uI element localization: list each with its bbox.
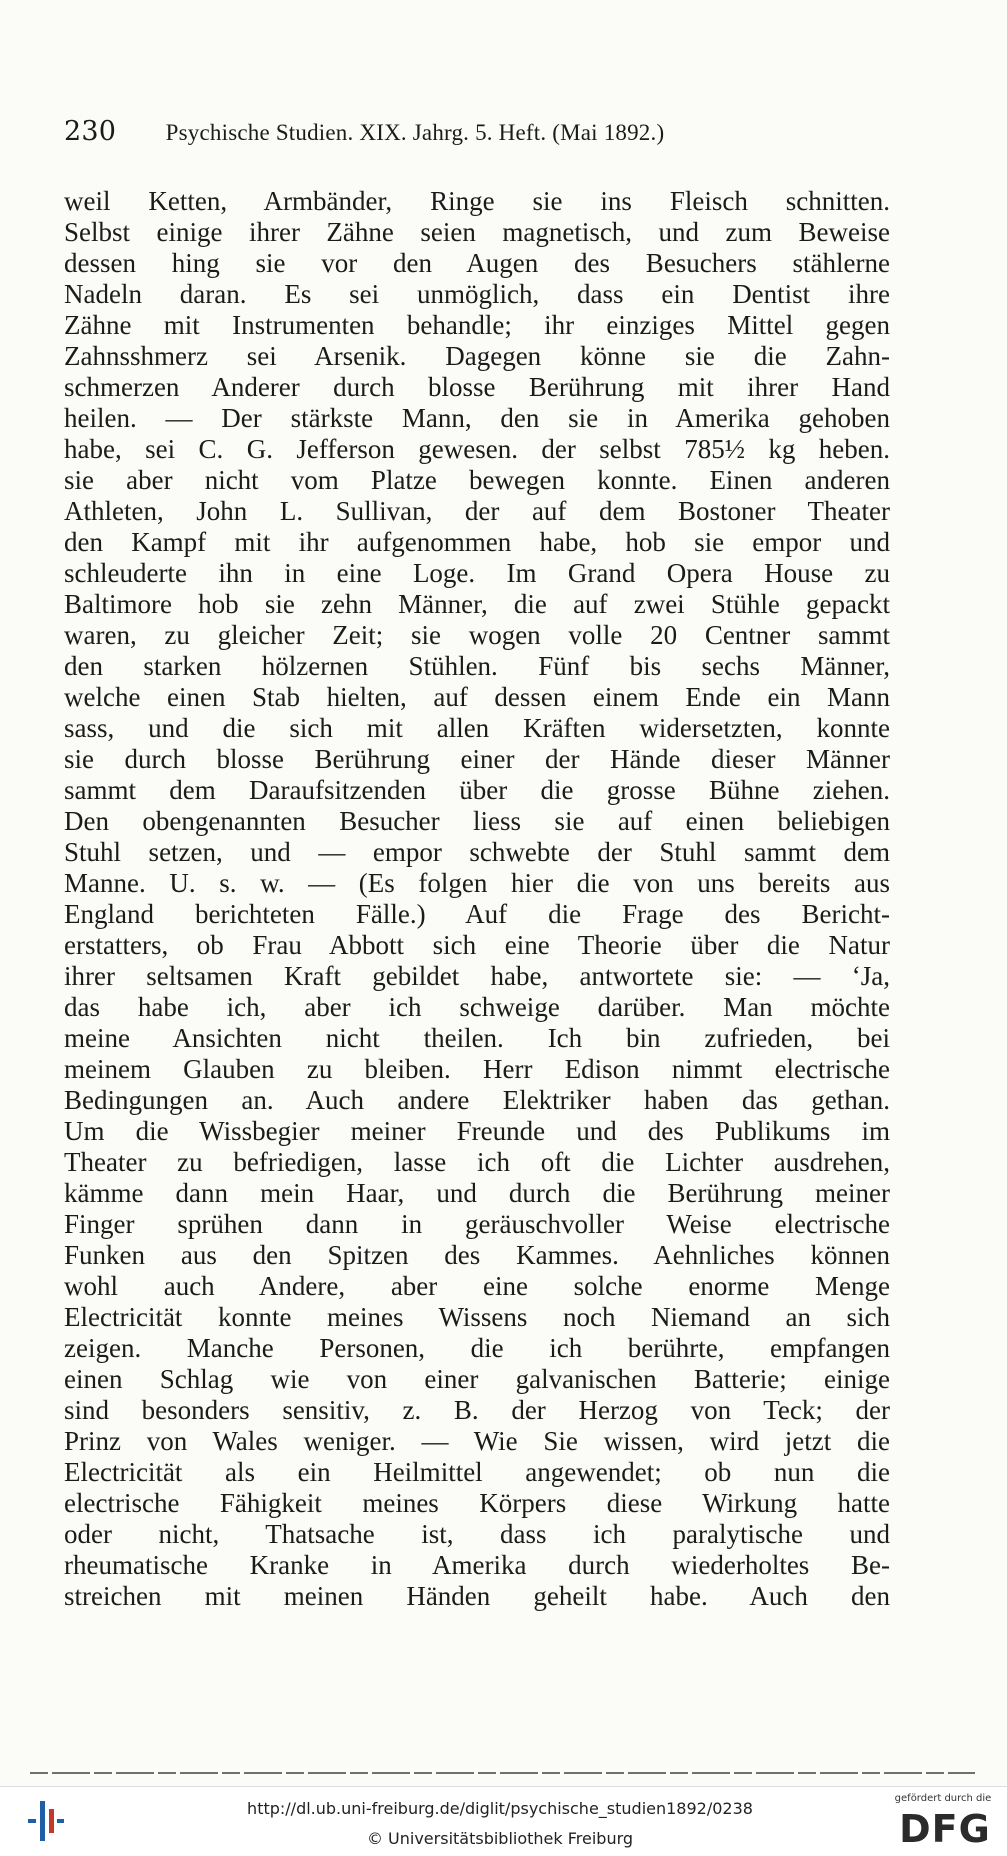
running-head: Psychische Studien. XIX. Jahrg. 5. Heft. (Mai 1892.) (165, 120, 665, 145)
dfg-logo: DFG (899, 1807, 991, 1851)
text-line: schmerzen Anderer durch blosse Berührung mit ihrer Hand (64, 372, 890, 402)
text-line: Zähne mit Instrumenten behandle; ihr einziges Mittel gegen (64, 310, 890, 340)
text-line: Athleten, John L. Sullivan, der auf dem Bostoner Theater (64, 496, 890, 526)
text-line: Selbst einige ihrer Zähne seien magnetisch, und zum Beweise (64, 217, 890, 247)
text-line: sass, und die sich mit allen Kräften widersetzten, konnte (64, 713, 890, 743)
text-line: Bedingungen an. Auch andere Elektriker haben das gethan. (64, 1085, 890, 1115)
page-header (64, 116, 884, 147)
text-line: Baltimore hob sie zehn Männer, die auf zwei Stühle gepackt (64, 589, 890, 619)
page-number: 230 (64, 116, 117, 147)
text-line: Manne. U. s. w. — (Es folgen hier die von uns bereits aus (64, 868, 890, 898)
text-line: Stuhl setzen, und — empor schwebte der Stuhl sammt dem (64, 837, 890, 867)
text-line: Electricität als ein Heilmittel angewendet; ob nun die (64, 1457, 890, 1487)
text-line: zeigen. Manche Personen, die ich berührte, empfangen (64, 1333, 890, 1363)
text-line: den Kampf mit ihr aufgenommen habe, hob sie empor und (64, 527, 890, 557)
text-line: Finger sprühen dann in geräuschvoller Weise electrische (64, 1209, 890, 1239)
text-body (64, 186, 890, 1612)
text-line: Prinz von Wales weniger. — Wie Sie wissen, wird jetzt die (64, 1426, 890, 1456)
text-line: meinem Glauben zu bleiben. Herr Edison nimmt electrische (64, 1054, 890, 1084)
dfg-note: gefördert durch die (894, 1793, 992, 1804)
text-line: Theater zu befriedigen, lasse ich oft die Lichter ausdrehen, (64, 1147, 890, 1177)
text-line: sie durch blosse Berührung einer der Hände dieser Männer (64, 744, 890, 774)
text-line: habe, sei C. G. Jefferson gewesen. der selbst 785½ kg heben. (64, 434, 890, 464)
text-line: rheumatische Kranke in Amerika durch wiederholtes Be- (64, 1550, 890, 1580)
text-line: Nadeln daran. Es sei unmöglich, dass ein Dentist ihre (64, 279, 890, 309)
text-line: Den obengenannten Besucher liess sie auf einen beliebigen (64, 806, 890, 836)
text-line: Zahnsshmerz sei Arsenik. Dagegen könne sie die Zahn- (64, 341, 890, 371)
text-line: meine Ansichten nicht theilen. Ich bin zufrieden, bei (64, 1023, 890, 1053)
text-line: heilen. — Der stärkste Mann, den sie in Amerika gehoben (64, 403, 890, 433)
text-line: sammt dem Daraufsitzenden über die grosse Bühne ziehen. (64, 775, 890, 805)
footer-copyright: © Universitätsbibliothek Freiburg (366, 1829, 634, 1848)
text-line: kämme dann mein Haar, und durch die Berührung meiner (64, 1178, 890, 1208)
text-line: schleuderte ihn in eine Loge. Im Grand Opera House zu (64, 558, 890, 588)
text-line: oder nicht, Thatsache ist, dass ich paralytische und (64, 1519, 890, 1549)
footer-url[interactable]: http://dl.ub.uni-freiburg.de/diglit/psychische_studien1892/0238 (247, 1799, 753, 1818)
text-line: ihrer seltsamen Kraft gebildet habe, antwortete sie: — ‘Ja, (64, 961, 890, 991)
text-line: Electricität konnte meines Wissens noch Niemand an sich (64, 1302, 890, 1332)
text-line: waren, zu gleicher Zeit; sie wogen volle 20 Centner sammt (64, 620, 890, 650)
text-line: sind besonders sensitiv, z. B. der Herzog von Teck; der (64, 1395, 890, 1425)
text-line: welche einen Stab hielten, auf dessen einem Ende ein Mann (64, 682, 890, 712)
text-line: Funken aus den Spitzen des Kammes. Aehnliches können (64, 1240, 890, 1270)
footer-bar (0, 1786, 1007, 1856)
text-line: sie aber nicht vom Platze bewegen konnte. Einen anderen (64, 465, 890, 495)
text-line: electrische Fähigkeit meines Körpers diese Wirkung hatte (64, 1488, 890, 1518)
library-logo-icon (26, 1797, 66, 1847)
text-line: den starken hölzernen Stühlen. Fünf bis sechs Männer, (64, 651, 890, 681)
text-line: streichen mit meinen Händen geheilt habe. Auch den (64, 1581, 890, 1611)
text-line: wohl auch Andere, aber eine solche enorme Menge (64, 1271, 890, 1301)
text-line: das habe ich, aber ich schweige darüber. Man möchte (64, 992, 890, 1022)
text-line: dessen hing sie vor den Augen des Besuchers stählerne (64, 248, 890, 278)
text-line: erstatters, ob Frau Abbott sich eine Theorie über die Natur (64, 930, 890, 960)
text-line: England berichteten Fälle.) Auf die Frage des Bericht- (64, 899, 890, 929)
scan-edge-rule (30, 1772, 975, 1774)
text-line: Um die Wissbegier meiner Freunde und des Publikums im (64, 1116, 890, 1146)
text-line: weil Ketten, Armbänder, Ringe sie ins Fleisch schnitten. (64, 186, 890, 216)
text-line: einen Schlag wie von einer galvanischen Batterie; einige (64, 1364, 890, 1394)
